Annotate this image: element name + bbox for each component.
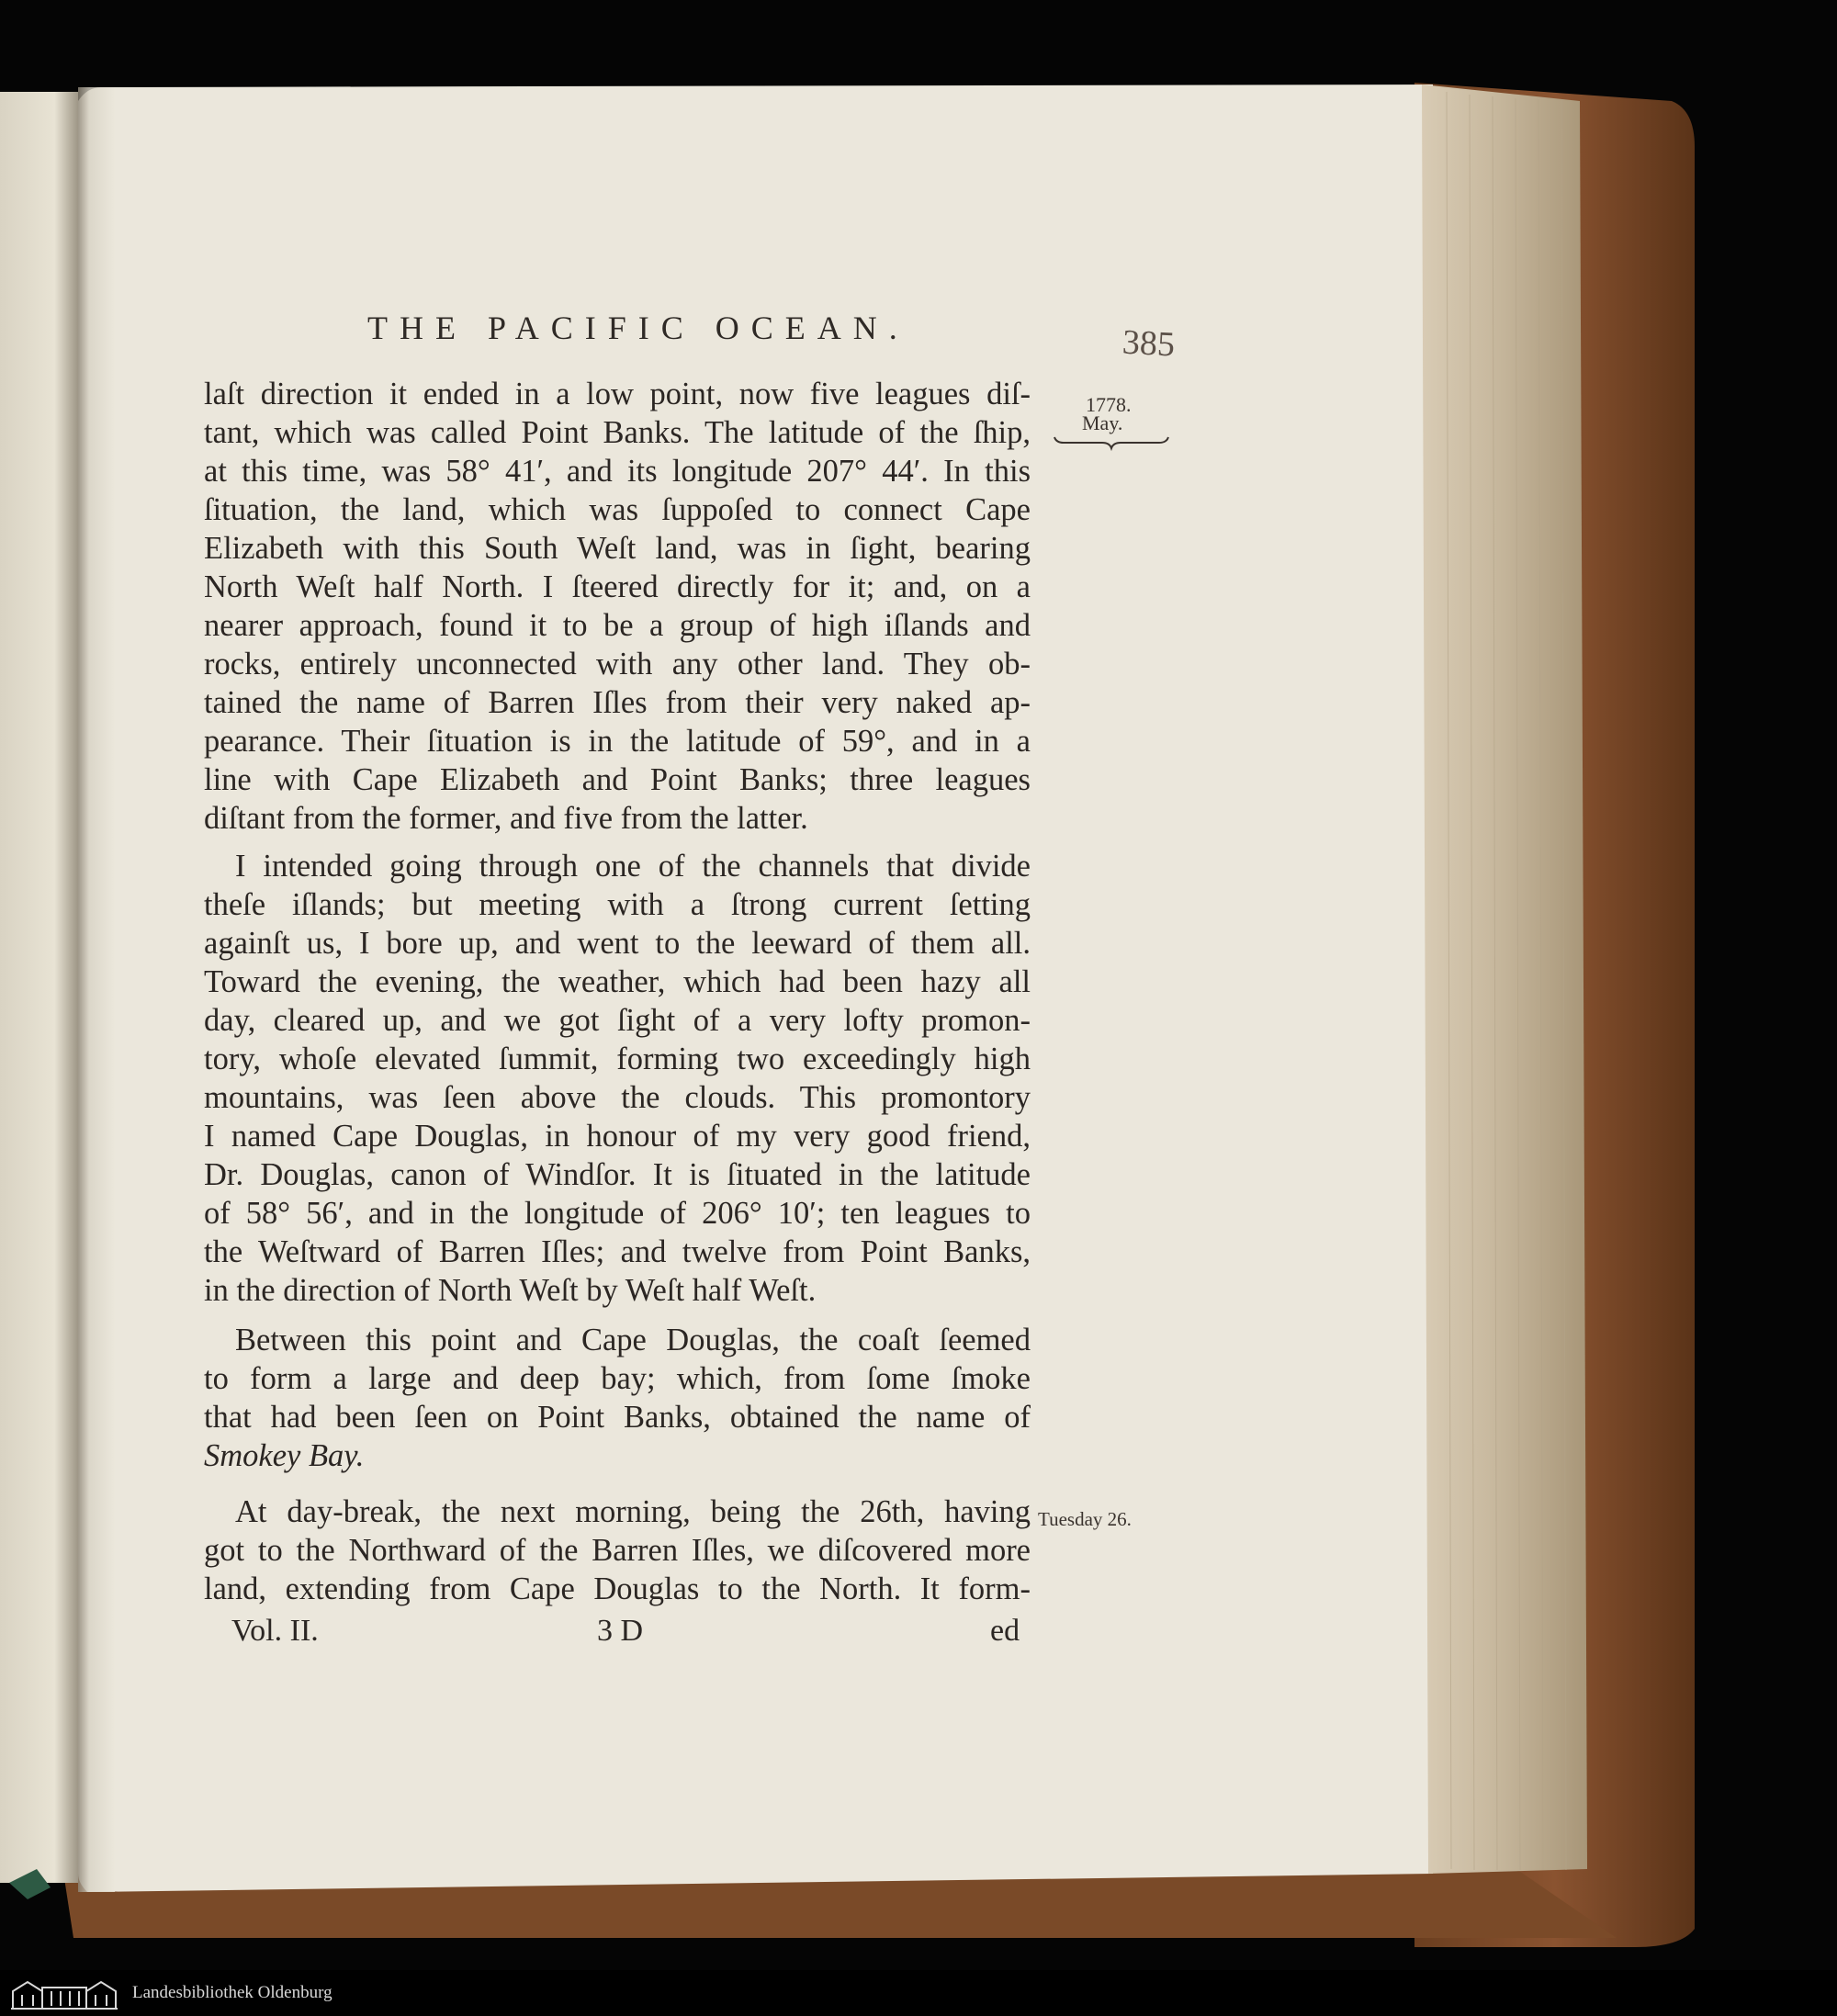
running-head: THE PACIFIC OCEAN. — [367, 310, 909, 346]
text-line: I named Cape Douglas, in honour of my very good friend, — [204, 1119, 1031, 1154]
margin-date: Tuesday 26. — [1038, 1508, 1132, 1530]
text-line: got to the Northward of the Barren Iſles, we diſcovered more — [204, 1533, 1031, 1568]
library-name: Landesbibliothek Oldenburg — [132, 1983, 332, 2002]
text-line: pearance. Their ſituation is in the latitude of 59°, and in a — [204, 724, 1031, 759]
text-line: that had been ſeen on Point Banks, obtained the name of — [204, 1400, 1031, 1435]
footer-bar — [0, 1970, 1837, 2016]
text-line: mountains, was ſeen above the clouds. This promontory — [204, 1080, 1031, 1115]
text-line: theſe iſlands; but meeting with a ſtrong current ſetting — [204, 887, 1031, 922]
library-building-icon — [9, 1975, 119, 2011]
text-line: day, cleared up, and we got ſight of a very lofty promon- — [204, 1003, 1031, 1038]
paragraph-3 — [204, 1321, 1031, 1475]
text-line: of 58° 56′, and in the longitude of 206° 10′; ten leagues to — [204, 1196, 1031, 1231]
volume-mark: Vol. II. — [231, 1614, 319, 1648]
gutter-shadow — [78, 87, 115, 1892]
paragraph-1 — [204, 375, 1031, 838]
text-line: ſituation, the land, which was ſuppoſed to connect Cape — [204, 492, 1031, 527]
margin-month: May. — [1082, 411, 1123, 434]
paragraph-4 — [204, 1492, 1031, 1608]
text-line: Elizabeth with this South Weſt land, was in ſight, bearing — [204, 531, 1031, 566]
text-line: to form a large and deep bay; which, from ſome ſmoke — [204, 1361, 1031, 1396]
text-line: tory, whoſe elevated ſummit, forming two exceedingly high — [204, 1042, 1031, 1076]
paragraph-2 — [204, 847, 1031, 1310]
text-line: land, extending from Cape Douglas to the North. It form- — [204, 1571, 1031, 1606]
text-line: I intended going through one of the channels that divide — [235, 849, 1031, 884]
text-line: Smokey Bay. — [204, 1438, 365, 1473]
text-line: diſtant from the former, and five from the latter. — [204, 801, 808, 836]
text-line: At day-break, the next morning, being the 26th, having — [235, 1494, 1031, 1529]
text-line: nearer approach, found it to be a group of high iſlands and — [204, 608, 1031, 643]
text-line: in the direction of North Weſt by Weſt half Weſt. — [204, 1273, 817, 1308]
text-line: Between this point and Cape Douglas, the coaſt ſeemed — [235, 1323, 1031, 1357]
signature-mark: 3 D — [597, 1614, 644, 1648]
text-line: againſt us, I bore up, and went to the leeward of them all. — [204, 926, 1031, 961]
text-line: tant, which was called Point Banks. The latitude of the ſhip, — [204, 415, 1031, 450]
text-line: Dr. Douglas, canon of Windſor. It is ſituated in the latitude — [204, 1157, 1031, 1192]
catchword: ed — [990, 1614, 1020, 1648]
text-line: the Weſtward of Barren Iſles; and twelve from Point Banks, — [204, 1234, 1031, 1269]
text-line: tained the name of Barren Iſles from their very naked ap- — [204, 685, 1031, 720]
text-line: at this time, was 58° 41′, and its longitude 207° 44′. In this — [204, 454, 1031, 489]
text-line: laſt direction it ended in a low point, now five leagues diſ- — [204, 377, 1031, 411]
text-line: Toward the evening, the weather, which had been hazy all — [204, 964, 1031, 999]
margin-year: 1778. — [1086, 393, 1132, 416]
text-line: line with Cape Elizabeth and Point Banks; three leagues — [204, 762, 1031, 797]
text-line: North Weſt half North. I ſteered directly for it; and, on a — [204, 569, 1031, 604]
text-line: rocks, entirely unconnected with any other land. They ob- — [204, 647, 1031, 681]
left-page-edge — [0, 92, 78, 1883]
page-number: 385 — [1121, 322, 1177, 365]
